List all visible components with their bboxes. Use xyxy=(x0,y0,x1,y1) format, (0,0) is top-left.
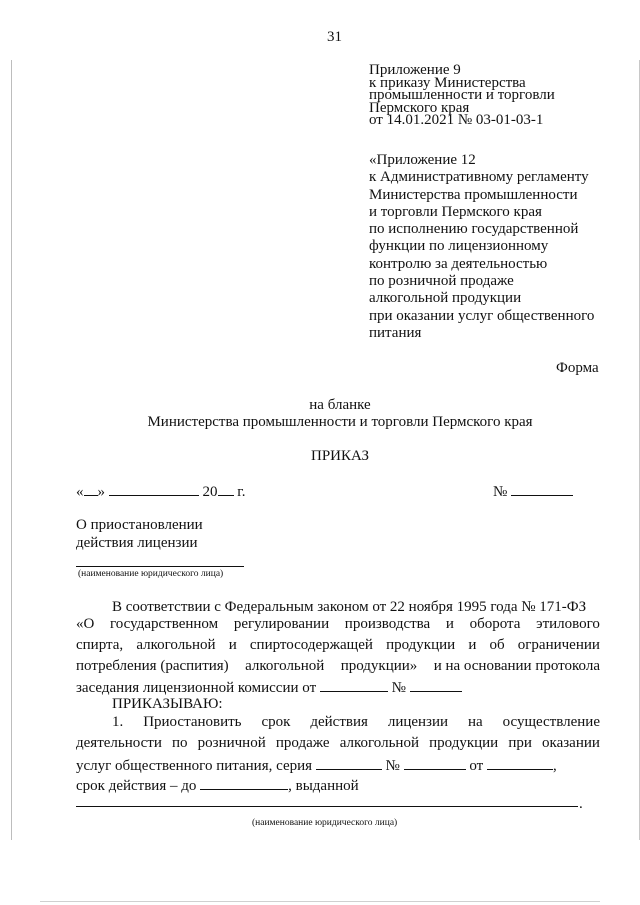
word: и xyxy=(228,637,237,653)
validity-date-blank[interactable] xyxy=(200,776,288,790)
word: производства xyxy=(344,616,431,632)
item-1-line-2-words xyxy=(76,733,600,754)
page-number: 31 xyxy=(327,29,342,45)
word: алкогольной xyxy=(136,637,216,653)
appendix-12-line: Министерства промышленности xyxy=(369,186,578,203)
word: по xyxy=(172,735,188,751)
body-line-4 xyxy=(76,656,600,677)
validity-text: срок действия – до xyxy=(76,778,197,794)
blank-line-2: Министерства промышленности и торговли Пермского края xyxy=(147,414,533,430)
word: на xyxy=(467,714,483,730)
appendix-9-line: Пермского края xyxy=(369,99,470,116)
legal-entity-caption-2: (наименование юридического лица) xyxy=(252,818,398,828)
protocol-number-sign: № xyxy=(391,680,406,696)
appendix-9-line: промышленности и торговли xyxy=(369,87,555,103)
appendix-12-line: и торговли Пермского края xyxy=(369,203,542,220)
word: Приостановить xyxy=(143,714,242,730)
body-line-2 xyxy=(76,614,600,635)
item-1-line-3 xyxy=(76,756,557,775)
line-period: . xyxy=(579,796,583,812)
license-number-blank[interactable] xyxy=(404,756,466,770)
appendix-12-line: к Административному регламенту xyxy=(369,169,589,186)
order-title: ПРИКАЗ xyxy=(311,448,369,464)
word: при xyxy=(508,735,532,751)
word: этилового xyxy=(536,616,600,632)
word: спиртосодержащей xyxy=(249,637,373,653)
appendix-12-line: контролю за деятельностью xyxy=(369,255,548,272)
word: продукции» xyxy=(340,658,418,674)
word: государственном xyxy=(110,616,219,632)
issued-text: , выданной xyxy=(288,778,359,794)
line-comma: , xyxy=(552,758,557,774)
body-line-1: В соответствии с Федеральным законом от 22 ноября 1995 года № 171-ФЗ xyxy=(112,599,587,615)
appendix-12-line: питания xyxy=(369,324,422,341)
year-blank[interactable] xyxy=(218,482,234,496)
item-1-line-1 xyxy=(112,712,600,733)
blank-line-1: на бланке xyxy=(309,397,371,413)
body-line-3-words xyxy=(76,635,600,656)
word: потребления (распития) xyxy=(76,658,229,674)
license-series-blank[interactable] xyxy=(316,756,382,770)
word: и xyxy=(468,637,477,653)
word: спирта, xyxy=(76,637,124,653)
protocol-date-blank[interactable] xyxy=(320,678,388,692)
appendix-12-line: алкогольной продукции xyxy=(369,290,522,307)
body-line-5 xyxy=(76,678,462,697)
appendix-12-line: функции по лицензионному xyxy=(369,238,549,255)
item-1-line-1-words xyxy=(112,712,600,733)
word: алкогольной xyxy=(245,658,325,674)
item-1-line-4 xyxy=(76,776,359,795)
body-line-2-words xyxy=(76,614,600,635)
subject-line-1: О приостановлении xyxy=(76,517,203,533)
license-from-text: от xyxy=(469,758,484,774)
year-suffix: г. xyxy=(237,484,246,500)
legal-entity-caption: (наименование юридического лица) xyxy=(78,569,224,579)
scan-bottom-edge xyxy=(40,901,600,902)
appendix-12-line: по исполнению государственной xyxy=(369,221,579,238)
word: оказании xyxy=(542,735,600,751)
word: лицензии xyxy=(387,714,449,730)
form-label: Форма xyxy=(556,360,599,376)
word: продукции xyxy=(386,637,456,653)
body-line-4-words xyxy=(76,656,600,677)
item-1-line-2 xyxy=(76,733,600,754)
word: действия xyxy=(310,714,368,730)
appendix-12-line: при оказании услуг общественного xyxy=(369,307,595,324)
day-blank[interactable] xyxy=(84,482,98,496)
date-field xyxy=(76,482,245,501)
word: оборота xyxy=(469,616,521,632)
order-number-blank[interactable] xyxy=(511,482,573,496)
number-sign: № xyxy=(493,484,508,500)
word: регулировании xyxy=(233,616,330,632)
commission-text: заседания лицензионной комиссии от xyxy=(76,680,317,696)
appendix-9-line: к приказу Министерства xyxy=(369,74,526,91)
word: деятельности xyxy=(76,735,162,751)
word: осуществление xyxy=(502,714,600,730)
word: алкогольной xyxy=(339,735,419,751)
word: и xyxy=(445,616,454,632)
license-date-blank[interactable] xyxy=(487,756,553,770)
word: продаже xyxy=(275,735,330,751)
month-blank[interactable] xyxy=(109,482,199,496)
appendix-9-block xyxy=(369,64,555,127)
appendix-9-line: от 14.01.2021 № 03-01-03-1 xyxy=(369,112,544,128)
word: и на основании протокола xyxy=(433,658,600,674)
word: розничной xyxy=(197,735,266,751)
series-text: услуг общественного питания, серия xyxy=(76,758,313,774)
license-number-sign: № xyxy=(385,758,400,774)
legal-entity-blank[interactable] xyxy=(76,566,244,567)
year-prefix: 20 xyxy=(202,484,218,500)
subject-line-2: действия лицензии xyxy=(76,535,198,551)
word: ограничении xyxy=(517,637,600,653)
date-open-quote: « xyxy=(76,484,84,500)
legal-entity-blank-2[interactable] xyxy=(76,806,578,807)
word: продукции xyxy=(429,735,499,751)
word: «О xyxy=(76,616,95,632)
appendix-12-line: по розничной продаже xyxy=(369,273,514,290)
appendix-9-line: Приложение 9 xyxy=(369,62,461,78)
word: об xyxy=(489,637,505,653)
word: 1. xyxy=(112,714,124,730)
appendix-12-block xyxy=(369,152,594,342)
date-close-quote: » xyxy=(97,484,105,500)
order-number-field xyxy=(493,482,573,501)
decree-word: ПРИКАЗЫВАЮ: xyxy=(112,696,223,712)
appendix-12-line: «Приложение 12 xyxy=(369,152,476,168)
protocol-number-blank[interactable] xyxy=(410,678,462,692)
body-line-3 xyxy=(76,635,600,656)
word: срок xyxy=(261,714,291,730)
